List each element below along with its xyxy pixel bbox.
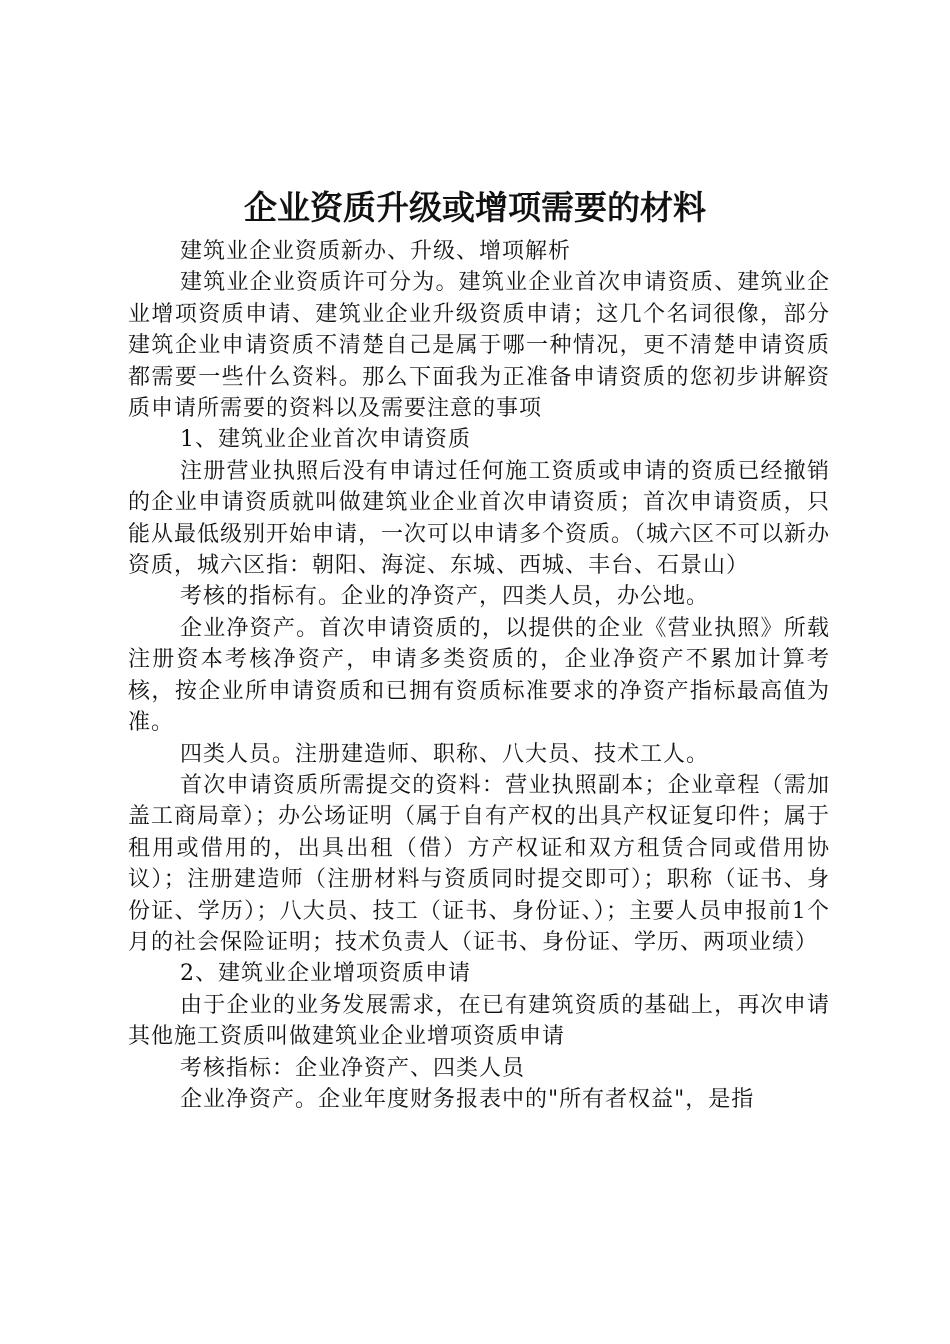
paragraph-subtitle: 建筑业企业资质新办、升级、增项解析	[180, 239, 572, 264]
paragraph-net-assets: 企业净资产。首次申请资质的，以提供的企业《营业执照》所载注册资本考核净资产，申请多类资质的，企业净资产不累加计算考核，按企业所申请资质和已拥有资质标准要求的净资产指标最高值为准。	[128, 615, 830, 736]
document-body	[128, 236, 830, 1115]
paragraph-assessment-indicators: 考核的指标有。企业的净资产，四类人员，办公地。	[180, 584, 710, 610]
section-heading-first-application: 1、建筑业企业首次申请资质	[180, 427, 471, 453]
document-title: 企业资质升级或增项需要的材料	[244, 188, 706, 227]
paragraph-four-personnel: 四类人员。注册建造师、职称、八大员、技术工人。	[180, 741, 710, 767]
paragraph-intro: 建筑业企业资质许可分为。建筑业企业首次申请资质、建筑业企业增项资质申请、建筑业企业升级资质申请；这几个名词很像，部分建筑企业申请资质不清楚自己是属于哪一种情况，更不清楚申请资质都需要一些什么资料。那么下面我为正准备申请资质的您初步讲解资质申请所需要的资料以及需要注意的事项	[128, 270, 830, 422]
paragraph-required-materials: 首次申请资质所需提交的资料：营业执照副本；企业章程（需加盖工商局章）；办公场证明（属于自有产权的出具产权证复印件；属于租用或借用的，出具出租（借）方产权证和双方租赁合同或借用协议）；注册建造师（注册材料与资质同时提交即可）；职称（证书、身份证、学历）；八大员、技工（证书、身份证、）；主要人员申报前1个月的社会保险证明；技术负责人（证书、身份证、学历、两项业绩）	[128, 772, 831, 955]
paragraph-additional-indicators: 考核指标：企业净资产、四类人员	[180, 1055, 526, 1081]
section-heading-additional-qualification: 2、建筑业企业增项资质申请	[180, 961, 471, 987]
paragraph-additional-definition: 由于企业的业务发展需求，在已有建筑资质的基础上，再次申请其他施工资质叫做建筑业企业增项资质申请	[128, 992, 830, 1050]
paragraph-first-application-definition: 注册营业执照后没有申请过任何施工资质或申请的资质已经撤销的企业申请资质就叫做建筑业企业首次申请资质；首次申请资质，只能从最低级别开始申请，一次可以申请多个资质。（城六区不可以新办资质，城六区指：朝阳、海淀、东城、西城、丰台、石景山）	[128, 458, 831, 579]
paragraph-additional-net-assets: 企业净资产。企业年度财务报表中的"所有者权益"，是指	[180, 1086, 755, 1112]
